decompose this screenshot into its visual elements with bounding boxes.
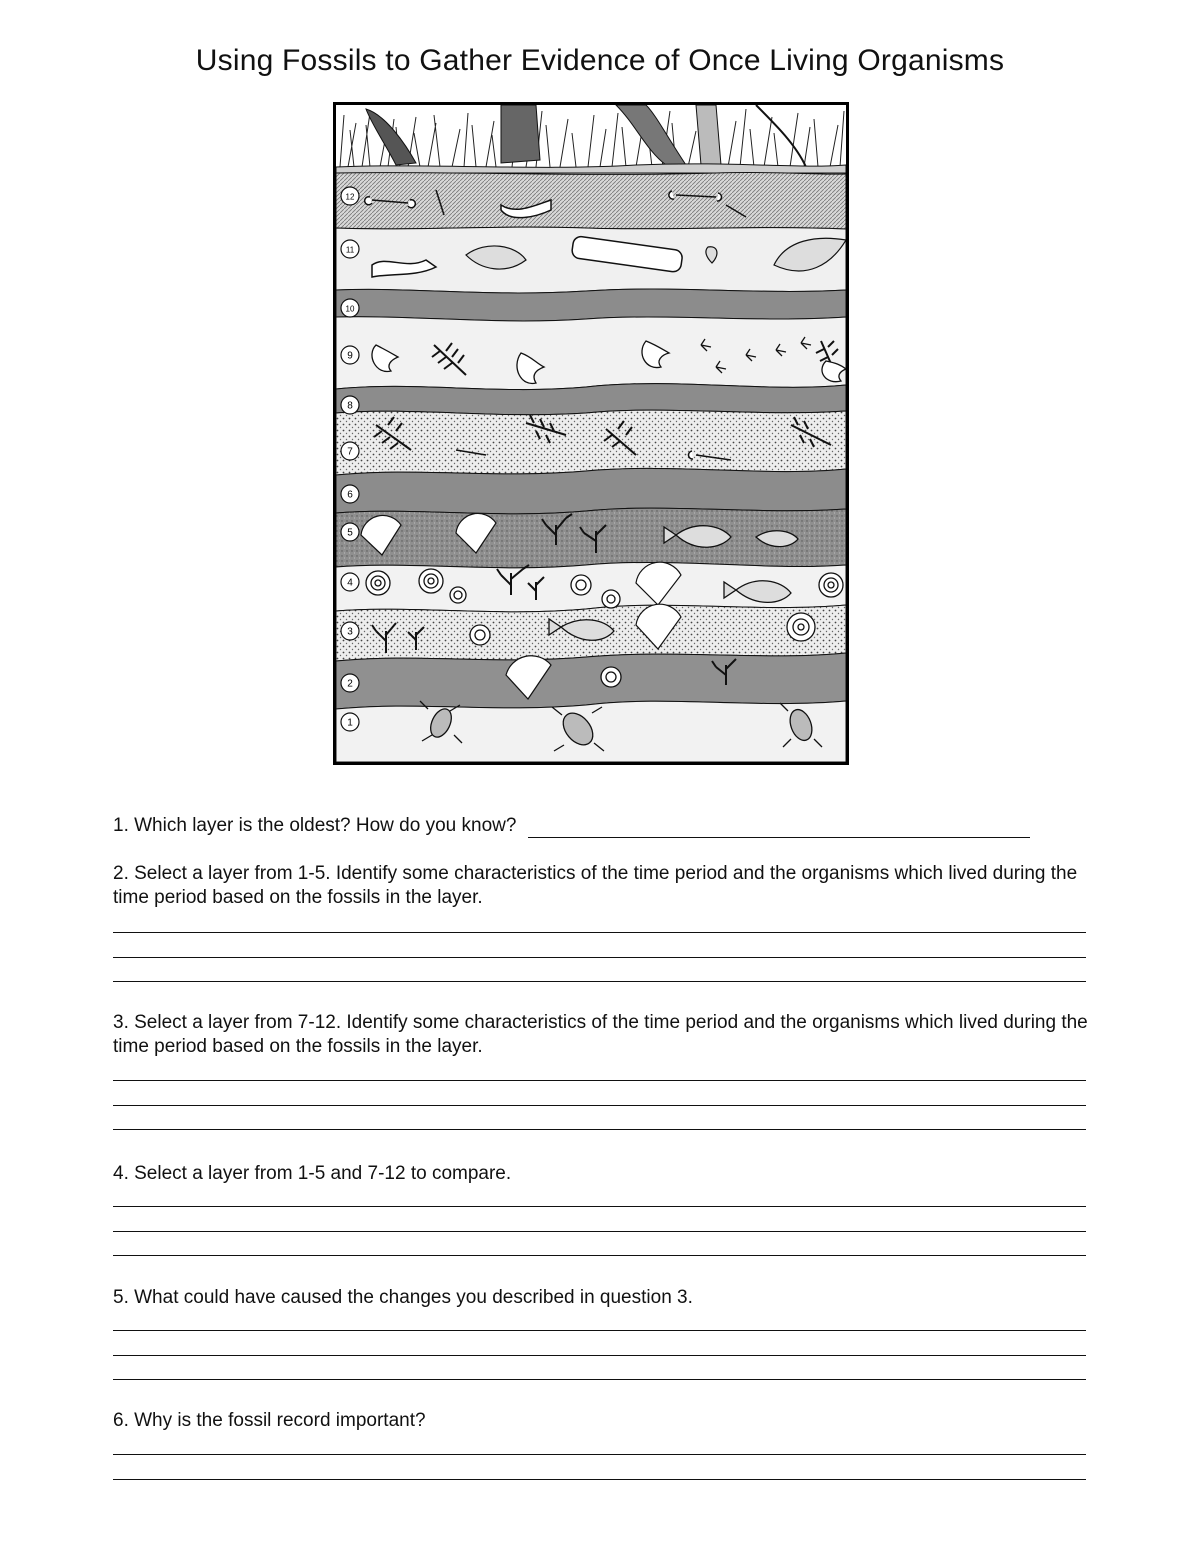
layer-number-8 [341,396,359,414]
answer-blank-1[interactable] [528,817,1030,838]
layer-number-4 [341,573,359,591]
layer-number-label: 11 [345,245,355,255]
layer-number-9 [341,346,359,364]
answer-line[interactable] [113,1129,1086,1130]
question-1-text: 1. Which layer is the oldest? How do you know? [113,815,517,836]
layer-number-label: 9 [347,350,353,362]
answer-line[interactable] [113,1080,1086,1081]
layer-number-7 [341,442,359,460]
layer-number-12 [341,187,359,205]
layer-number-11 [341,240,359,258]
layer-number-label: 3 [347,626,353,638]
question-3: 3. Select a layer from 7-12. Identify some characteristics of the time period and the organisms which lived during the time period based on the fossils in the layer. [113,1012,1088,1057]
surface-grass-band [336,105,846,173]
page-title: Using Fossils to Gather Evidence of Once Living Organisms [195,44,1005,77]
layer-number-3 [341,622,359,640]
layer-number-label: 8 [347,400,353,412]
rock-layers-illustration [333,102,849,765]
answer-line[interactable] [113,1255,1086,1256]
layer-9 [336,317,846,390]
answer-line[interactable] [113,1105,1086,1106]
question-2: 2. Select a layer from 1-5. Identify some characteristics of the time period and the organisms which lived during the time period based on the fossils in the layer. [113,863,1078,908]
answer-line[interactable] [113,1231,1086,1232]
answer-line[interactable] [113,957,1086,958]
layer-number-label: 7 [347,446,353,458]
answer-line[interactable] [113,1479,1086,1480]
question-6: 6. Why is the fossil record important? [113,1410,426,1431]
question-4: 4. Select a layer from 1-5 and 7-12 to compare. [113,1163,512,1184]
layer-7 [336,410,846,475]
answer-line[interactable] [113,1206,1086,1207]
layer-2 [336,653,846,709]
layer-number-label: 2 [347,678,353,690]
layer-number-label: 10 [345,304,355,314]
layer-number-5 [341,523,359,541]
layer-number-label: 6 [347,489,353,501]
layer-number-6 [341,485,359,503]
answer-line[interactable] [113,1330,1086,1331]
answer-line[interactable] [113,1379,1086,1380]
answer-line[interactable] [113,1454,1086,1455]
layer-6 [336,468,846,513]
layer-number-10 [341,299,359,317]
question-5: 5. What could have caused the changes you described in question 3. [113,1287,693,1308]
layer-number-label: 5 [347,527,353,539]
layer-8 [336,384,846,415]
layer-number-label: 1 [347,717,353,729]
answer-line[interactable] [113,932,1086,933]
layer-number-1 [341,713,359,731]
layer-number-label: 4 [347,577,353,589]
layer-number-2 [341,674,359,692]
layer-number-label: 12 [345,192,355,202]
answer-line[interactable] [113,1355,1086,1356]
layer-10 [336,289,846,321]
answer-line[interactable] [113,981,1086,982]
question-1 [113,814,1088,838]
